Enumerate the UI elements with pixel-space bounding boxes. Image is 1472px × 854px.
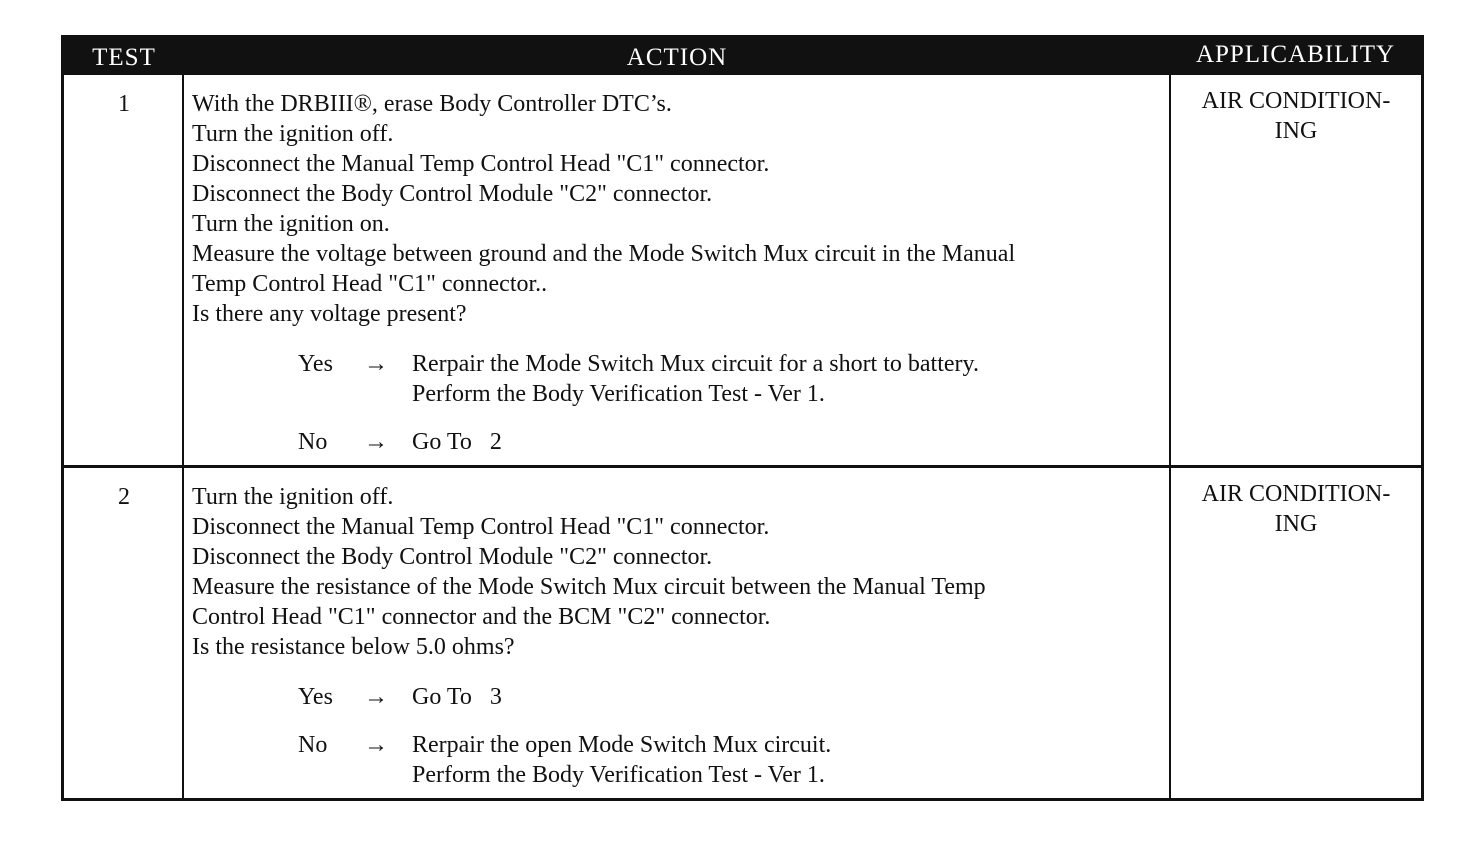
test-number: 2 [118,484,130,510]
action-cell [192,482,1172,790]
yes-result: Perform the Body Verification Test - Ver 1. [412,381,825,407]
action-line: Disconnect the Manual Temp Control Head "C1" connector. [192,514,770,540]
action-line: Disconnect the Manual Temp Control Head "C1" connector. [192,151,770,177]
action-cell [192,89,1172,457]
yes-label: Yes [298,351,333,377]
action-line: Turn the ignition off. [192,484,394,510]
action-line: Temp Control Head "C1" connector.. [192,271,548,297]
no-result: Rerpair the open Mode Switch Mux circuit. [412,732,832,758]
no-result: Perform the Body Verification Test - Ver 1. [412,762,825,788]
applicability-line: AIR CONDITION- [1201,88,1391,114]
action-line: Turn the ignition on. [192,211,390,237]
table-row [64,75,1421,465]
yes-label: Yes [298,684,333,710]
action-line: Is there any voltage present? [192,301,467,327]
applicability-line: AIR CONDITION- [1201,481,1391,507]
header-test: TEST [92,44,156,71]
arrow-icon: → [364,684,388,710]
applicability-cell [1176,479,1416,539]
applicability-line: ING [1274,118,1318,144]
applicability-line: ING [1274,511,1318,537]
action-line: Control Head "C1" connector and the BCM "C2" connector. [192,604,771,630]
action-line: Measure the resistance of the Mode Switch Mux circuit between the Manual Temp [192,574,986,600]
no-branch [192,427,1172,457]
no-label: No [298,429,328,455]
action-line: Disconnect the Body Control Module "C2" connector. [192,544,713,570]
table-row [64,468,1421,798]
applicability-cell [1176,86,1416,146]
no-result: Go To 2 [412,429,502,455]
yes-branch [192,682,1172,712]
test-table [61,35,1424,801]
action-line: Turn the ignition off. [192,121,394,147]
arrow-icon: → [364,732,388,758]
no-branch-continued [192,760,1172,790]
header-action: ACTION [626,44,728,71]
no-label: No [298,732,328,758]
test-number: 1 [118,91,130,117]
table-header [64,38,1421,75]
action-line: Disconnect the Body Control Module "C2" connector. [192,181,713,207]
action-line: Measure the voltage between ground and the Mode Switch Mux circuit in the Manual [192,241,1016,267]
yes-result: Go To 3 [412,684,502,710]
action-line: Is the resistance below 5.0 ohms? [192,634,515,660]
arrow-icon: → [364,351,388,377]
yes-branch [192,349,1172,379]
header-applicability: APPLICABILITY [1195,41,1396,68]
no-branch [192,730,1172,760]
yes-branch-continued [192,379,1172,409]
arrow-icon: → [364,429,388,455]
action-line: With the DRBIII®, erase Body Controller DTC’s. [192,91,672,117]
yes-result: Rerpair the Mode Switch Mux circuit for a short to battery. [412,351,979,377]
